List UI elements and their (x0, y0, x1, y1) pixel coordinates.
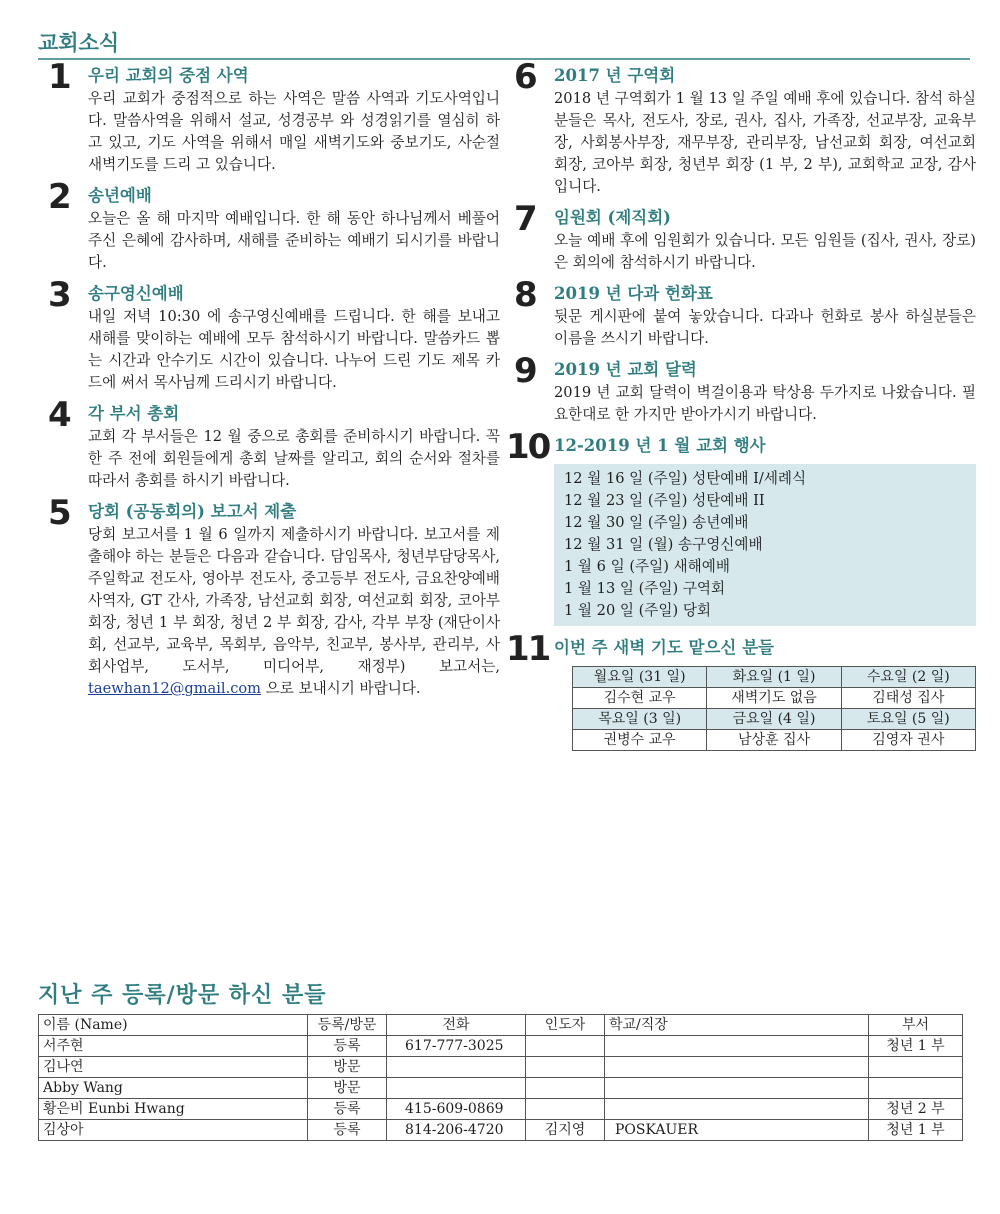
item-number: 1 (48, 57, 72, 97)
item-title: 2019 년 다과 헌화표 (554, 284, 713, 303)
table-row (39, 1099, 963, 1120)
news-item-9 (514, 351, 976, 426)
visitor-guide (526, 1036, 605, 1057)
item-number: 3 (48, 275, 72, 315)
visitor-phone (387, 1078, 526, 1099)
table-row (39, 1078, 963, 1099)
item-body: 오늘 예배 후에 임원회가 있습니다. 모든 임원들 (집사, 권사, 장로)은 회의에 참석하시기 바랍니다. (554, 232, 976, 271)
table-cell: 목요일 (3 일) (573, 709, 707, 730)
event-row: 1 월 20 일 (주일) 당회 (564, 602, 712, 619)
visitor-name: 김상아 (39, 1120, 308, 1141)
visitor-status: 방문 (308, 1057, 387, 1078)
table-cell: 월요일 (31 일) (573, 667, 707, 688)
prayer-schedule-table (572, 666, 976, 751)
visitor-dept: 청년 1 부 (869, 1036, 963, 1057)
news-item-10 (506, 427, 976, 626)
table-cell: 남상훈 집사 (707, 730, 841, 751)
col-header-guide: 인도자 (526, 1015, 605, 1036)
col-header-phone: 전화 (387, 1015, 526, 1036)
visitor-dept: 청년 1 부 (869, 1120, 963, 1141)
visitor-guide (526, 1057, 605, 1078)
item-number: 7 (514, 199, 538, 239)
table-cell: 수요일 (2 일) (841, 667, 975, 688)
item-number: 4 (48, 395, 72, 435)
visitor-phone: 617-777-3025 (387, 1036, 526, 1057)
col-header-name: 이름 (Name) (39, 1015, 308, 1036)
item-title: 송년예배 (88, 186, 152, 205)
visitor-guide (526, 1078, 605, 1099)
news-item-5 (48, 493, 500, 700)
right-column (506, 57, 976, 751)
table-cell: 권병수 교우 (573, 730, 707, 751)
item-body: 뒷문 게시판에 붙여 놓았습니다. 다과나 헌화로 봉사 하실분들은 이름을 쓰시기 바랍니다. (554, 308, 976, 347)
table-cell: 김태성 집사 (841, 688, 975, 709)
item-number: 5 (48, 493, 72, 533)
item-body: 2019 년 교회 달력이 벽걸이용과 탁상용 두가지로 나왔습니다. 필요한대로 한 가지만 받아가시기 바랍니다. (554, 384, 976, 423)
col-header-school: 학교/직장 (605, 1015, 869, 1036)
item-title: 송구영신예배 (88, 284, 184, 303)
visitor-dept (869, 1057, 963, 1078)
item-number: 2 (48, 177, 72, 217)
news-item-3 (48, 275, 500, 394)
visitor-guide (526, 1099, 605, 1120)
item-number: 10 (506, 427, 550, 467)
item-number: 11 (506, 629, 550, 669)
visitor-status: 등록 (308, 1036, 387, 1057)
news-item-6 (514, 57, 976, 198)
visitor-name: 서주현 (39, 1036, 308, 1057)
page-header (38, 30, 970, 60)
table-cell: 토요일 (5 일) (841, 709, 975, 730)
table-cell: 김영자 권사 (841, 730, 975, 751)
table-cell: 새벽기도 없음 (707, 688, 841, 709)
visitor-school: POSKAUER (605, 1120, 869, 1141)
table-row (573, 667, 976, 688)
visitor-school (605, 1036, 869, 1057)
table-row (573, 730, 976, 751)
visitors-table (38, 1014, 963, 1141)
item-number: 9 (514, 351, 538, 391)
table-row (573, 688, 976, 709)
visitor-phone: 415-609-0869 (387, 1099, 526, 1120)
news-item-8 (514, 275, 976, 350)
visitor-status: 방문 (308, 1078, 387, 1099)
item-body-text: 당회 보고서를 1 월 6 일까지 제출하시기 바랍니다. 보고서를 제출해야 하는 분들은 다음과 같습니다. 담임목사, 청년부담당목사, 주일학교 전도사, 영아부 전도사, 중고등부 전도사, 금요찬양예배 사역자, GT 간사, 가족장, 남선교회 회장, 여선교회 회장, 코아부 회장, 청년 1 부 회장, 청년 2 부 회장, 감사, 각부 부장 (재단이사회, 선교부, 교육부, 목회부, 음악부, 친교부, 봉사부, 관리부, 사회사업부, 도서부, 미디어부, 재정부) 보고서는, (88, 526, 500, 675)
item-body: 우리 교회가 중점적으로 하는 사역은 말씀 사역과 기도사역입니다. 말씀사역을 위해서 설교, 성경공부 와 성경읽기를 열심히 하고 있고, 기도 사역을 위해서 매일 새벽기도와 중보기도, 사순절 새벽기도를 드리 고 있습니다. (88, 90, 500, 173)
item-body: 내일 저녁 10:30 에 송구영신예배를 드립니다. 한 해를 보내고 새해를 맞이하는 예배에 모두 참석하시기 바랍니다. 말씀카드 뽑는 시간과 안수기도 시간이 있습니다. 나누어 드린 기도 제목 카드에 써서 목사님께 드리시기 바랍니다. (88, 308, 500, 391)
event-row: 12 월 16 일 (주일) 성탄예배 I/세례식 (564, 470, 807, 487)
item-body (88, 524, 500, 700)
event-row: 1 월 6 일 (주일) 새해예배 (564, 558, 730, 575)
item-title: 당회 (공동회의) 보고서 제출 (88, 502, 297, 521)
col-header-dept: 부서 (869, 1015, 963, 1036)
table-header-row (39, 1015, 963, 1036)
events-box (554, 464, 976, 626)
news-item-4 (48, 395, 500, 492)
event-row: 1 월 13 일 (주일) 구역회 (564, 580, 726, 597)
visitor-status: 등록 (308, 1099, 387, 1120)
table-cell: 김수현 교우 (573, 688, 707, 709)
event-row: 12 월 30 일 (주일) 송년예배 (564, 514, 749, 531)
visitors-title: 지난 주 등록/방문 하신 분들 (38, 982, 327, 1008)
item-title: 2017 년 구역회 (554, 66, 676, 85)
visitor-dept: 청년 2 부 (869, 1099, 963, 1120)
page-title: 교회소식 (38, 30, 120, 55)
col-header-status: 등록/방문 (308, 1015, 387, 1036)
visitor-dept (869, 1078, 963, 1099)
table-row (39, 1036, 963, 1057)
visitor-name: Abby Wang (39, 1078, 308, 1099)
event-row: 12 월 31 일 (월) 송구영신예배 (564, 536, 763, 553)
table-row (39, 1120, 963, 1141)
visitor-name: 황은비 Eunbi Hwang (39, 1099, 308, 1120)
email-link[interactable]: taewhan12@gmail.com (88, 680, 262, 697)
visitor-school (605, 1057, 869, 1078)
table-row (573, 709, 976, 730)
table-cell: 화요일 (1 일) (707, 667, 841, 688)
item-title: 이번 주 새벽 기도 맡으신 분들 (554, 638, 774, 657)
item-body-end: 으로 보내시기 바랍니다. (261, 680, 421, 697)
visitor-phone (387, 1057, 526, 1078)
visitor-school (605, 1099, 869, 1120)
left-column (48, 57, 500, 700)
item-title: 2019 년 교회 달력 (554, 360, 697, 379)
visitor-status: 등록 (308, 1120, 387, 1141)
item-title: 우리 교회의 중점 사역 (88, 66, 249, 85)
visitor-school (605, 1078, 869, 1099)
visitor-name: 김나연 (39, 1057, 308, 1078)
item-body: 오늘은 올 해 마지막 예배입니다. 한 해 동안 하나님께서 베풀어주신 은혜에 감사하며, 새해를 준비하는 예배기 되시기를 바랍니다. (88, 210, 500, 271)
item-body: 2018 년 구역회가 1 월 13 일 주일 예배 후에 있습니다. 참석 하실 분들은 목사, 전도사, 장로, 권사, 집사, 가족장, 선교부장, 교육부장, 사회봉사부장, 재무부장, 관리부장, 남선교회 회장, 여선교회 회장, 코아부 회장, 청년부 회장 (1 부, 2 부), 교회학교 교장, 감사입니다. (554, 90, 976, 195)
item-body: 교회 각 부서들은 12 월 중으로 총회를 준비하시기 바랍니다. 꼭 한 주 전에 회원들에게 총회 날짜를 알리고, 회의 순서와 절차를 따라서 총회를 하시기 바랍니다. (88, 428, 500, 489)
news-item-2 (48, 177, 500, 274)
item-number: 8 (514, 275, 538, 315)
visitor-guide: 김지영 (526, 1120, 605, 1141)
item-title: 임원회 (제직회) (554, 208, 671, 227)
item-number: 6 (514, 57, 538, 97)
item-title: 12-2019 년 1 월 교회 행사 (554, 436, 766, 455)
news-item-11 (506, 629, 976, 751)
news-item-1 (48, 57, 500, 176)
item-title: 각 부서 총회 (88, 404, 180, 423)
visitor-phone: 814-206-4720 (387, 1120, 526, 1141)
table-cell: 금요일 (4 일) (707, 709, 841, 730)
news-item-7 (514, 199, 976, 274)
event-row: 12 월 23 일 (주일) 성탄예배 II (564, 492, 765, 509)
table-row (39, 1057, 963, 1078)
